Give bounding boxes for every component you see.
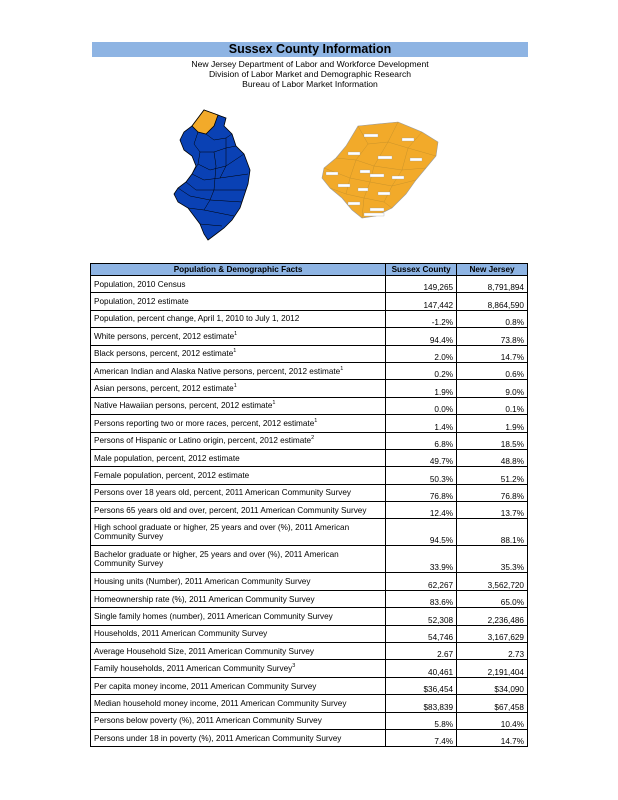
- fact-label: Asian persons, percent, 2012 estimate: [94, 384, 234, 394]
- new-jersey-value: 0.8%: [457, 310, 528, 327]
- new-jersey-value: 3,562,720: [457, 573, 528, 590]
- table-row: [91, 643, 528, 660]
- fact-label: American Indian and Alaska Native persons, percent, 2012 estimate: [94, 366, 341, 376]
- sussex-value: -1.2%: [386, 310, 457, 327]
- table-row: [91, 397, 528, 414]
- new-jersey-value: 76.8%: [457, 484, 528, 501]
- fact-label-cell: [91, 573, 386, 590]
- fact-label-cell: [91, 467, 386, 484]
- footnote-marker: 1: [233, 383, 237, 390]
- sussex-value: 5.8%: [386, 712, 457, 729]
- fact-label-cell: [91, 502, 386, 519]
- nj-state-shape: [174, 110, 250, 240]
- page-title: Sussex County Information: [92, 42, 528, 57]
- fact-label-cell: [91, 345, 386, 362]
- fact-label-cell: [91, 590, 386, 607]
- footnote-marker: 3: [292, 663, 296, 670]
- table-row: [91, 712, 528, 729]
- fact-label: Persons 65 years old and over, percent, 2011 American Community Survey: [94, 505, 367, 515]
- new-jersey-value: 48.8%: [457, 449, 528, 466]
- fact-label: Persons reporting two or more races, percent, 2012 estimate: [94, 418, 315, 428]
- fact-label: Population, percent change, April 1, 2010 to July 1, 2012: [94, 314, 300, 324]
- table-row: [91, 546, 528, 573]
- fact-label-cell: [91, 608, 386, 625]
- sussex-value: 0.2%: [386, 362, 457, 379]
- fact-label: Native Hawaiian persons, percent, 2012 estimate: [94, 401, 273, 411]
- fact-label-cell: [91, 695, 386, 712]
- new-jersey-value: 65.0%: [457, 590, 528, 607]
- footnote-marker: 1: [233, 348, 237, 355]
- fact-label: High school graduate or higher, 25 years and over (%), 2011 American Community Survey: [94, 523, 350, 542]
- new-jersey-value: 14.7%: [457, 729, 528, 746]
- table-row: [91, 328, 528, 345]
- sussex-value: 2.0%: [386, 345, 457, 362]
- table-row: [91, 345, 528, 362]
- fact-label: Bachelor graduate or higher, 25 years and over (%), 2011 American Community Survey: [94, 550, 339, 569]
- footnote-marker: 1: [272, 400, 276, 407]
- fact-label: Female population, percent, 2012 estimate: [94, 470, 250, 480]
- sussex-value: 94.5%: [386, 519, 457, 546]
- fact-label: Housing units (Number), 2011 American Community Survey: [94, 577, 311, 587]
- new-jersey-value: 2,236,486: [457, 608, 528, 625]
- fact-label-cell: [91, 712, 386, 729]
- footnote-marker: 1: [234, 330, 238, 337]
- fact-label-cell: [91, 328, 386, 345]
- table-row: [91, 519, 528, 546]
- table-row: [91, 608, 528, 625]
- column-header-sussex: Sussex County: [386, 264, 457, 276]
- fact-label: Single family homes (number), 2011 American Community Survey: [94, 611, 333, 621]
- fact-label: Households, 2011 American Community Survey: [94, 629, 268, 639]
- fact-label: Male population, percent, 2012 estimate: [94, 453, 240, 463]
- sussex-value: 54,746: [386, 625, 457, 642]
- fact-label-cell: [91, 519, 386, 546]
- new-jersey-value: 9.0%: [457, 380, 528, 397]
- table-row: [91, 467, 528, 484]
- sussex-value: 1.4%: [386, 415, 457, 432]
- new-jersey-value: 88.1%: [457, 519, 528, 546]
- fact-label: Population, 2012 estimate: [94, 297, 189, 307]
- sussex-value: 83.6%: [386, 590, 457, 607]
- sussex-value: 6.8%: [386, 432, 457, 449]
- sussex-county-outline: [322, 122, 438, 218]
- sussex-value: 49.7%: [386, 449, 457, 466]
- sussex-value: 62,267: [386, 573, 457, 590]
- fact-label-cell: [91, 625, 386, 642]
- fact-label: Persons over 18 years old, percent, 2011 American Community Survey: [94, 488, 351, 498]
- new-jersey-value: 10.4%: [457, 712, 528, 729]
- sussex-value: 40,461: [386, 660, 457, 677]
- subtitle-department: New Jersey Department of Labor and Workforce Development: [191, 59, 429, 69]
- sussex-value: 2.67: [386, 643, 457, 660]
- table-row: [91, 276, 528, 293]
- table-row: [91, 695, 528, 712]
- sussex-value: $36,454: [386, 677, 457, 694]
- table-row: [91, 502, 528, 519]
- fact-label-cell: [91, 729, 386, 746]
- column-header-new-jersey: New Jersey: [457, 264, 528, 276]
- fact-label: Family households, 2011 American Community Survey: [94, 664, 293, 674]
- sussex-value: 0.0%: [386, 397, 457, 414]
- footnote-marker: 2: [311, 435, 315, 442]
- table-row: [91, 415, 528, 432]
- fact-label-cell: [91, 546, 386, 573]
- fact-label-cell: [91, 643, 386, 660]
- table-body: [91, 276, 528, 747]
- sussex-value: 52,308: [386, 608, 457, 625]
- table-row: [91, 625, 528, 642]
- fact-label: Homeownership rate (%), 2011 American Community Survey: [94, 594, 315, 604]
- sussex-county-map: [318, 118, 440, 228]
- new-jersey-value: 13.7%: [457, 502, 528, 519]
- fact-label: Persons under 18 in poverty (%), 2011 American Community Survey: [94, 733, 342, 743]
- footnote-marker: 1: [314, 417, 318, 424]
- new-jersey-value: 73.8%: [457, 328, 528, 345]
- fact-label-cell: [91, 276, 386, 293]
- new-jersey-value: 2.73: [457, 643, 528, 660]
- table-row: [91, 677, 528, 694]
- table-header-row: [91, 264, 528, 276]
- fact-label: Persons below poverty (%), 2011 American Community Survey: [94, 716, 322, 726]
- sussex-value: 50.3%: [386, 467, 457, 484]
- new-jersey-map: [170, 104, 258, 242]
- new-jersey-value: 0.6%: [457, 362, 528, 379]
- table-row: [91, 484, 528, 501]
- table-row: [91, 362, 528, 379]
- fact-label-cell: [91, 362, 386, 379]
- fact-label: Median household money income, 2011 American Community Survey: [94, 698, 347, 708]
- fact-label: Persons of Hispanic or Latino origin, percent, 2012 estimate: [94, 436, 312, 446]
- table-row: [91, 660, 528, 677]
- table-row: [91, 432, 528, 449]
- fact-label-cell: [91, 397, 386, 414]
- table-row: [91, 293, 528, 310]
- fact-label: Average Household Size, 2011 American Community Survey: [94, 646, 314, 656]
- subtitle-bureau: Bureau of Labor Market Information: [242, 79, 378, 89]
- fact-label-cell: [91, 449, 386, 466]
- new-jersey-value: 35.3%: [457, 546, 528, 573]
- fact-label: Per capita money income, 2011 American Community Survey: [94, 681, 317, 691]
- subtitle-division: Division of Labor Market and Demographic Research: [208, 69, 412, 79]
- fact-label-cell: [91, 660, 386, 677]
- table-row: [91, 590, 528, 607]
- sussex-value: 149,265: [386, 276, 457, 293]
- new-jersey-value: 3,167,629: [457, 625, 528, 642]
- table-row: [91, 449, 528, 466]
- table-row: [91, 729, 528, 746]
- table-row: [91, 380, 528, 397]
- new-jersey-value: 18.5%: [457, 432, 528, 449]
- column-header-facts: Population & Demographic Facts: [91, 264, 386, 276]
- sussex-value: 76.8%: [386, 484, 457, 501]
- sussex-value: 147,442: [386, 293, 457, 310]
- sussex-value: 12.4%: [386, 502, 457, 519]
- table-row: [91, 573, 528, 590]
- sussex-value: 7.4%: [386, 729, 457, 746]
- fact-label-cell: [91, 432, 386, 449]
- new-jersey-value: $34,090: [457, 677, 528, 694]
- new-jersey-value: 8,864,590: [457, 293, 528, 310]
- sussex-value: 1.9%: [386, 380, 457, 397]
- demographic-facts-table: [90, 263, 528, 747]
- fact-label: Population, 2010 Census: [94, 279, 186, 289]
- new-jersey-value: 1.9%: [457, 415, 528, 432]
- new-jersey-value: 8,791,894: [457, 276, 528, 293]
- fact-label-cell: [91, 677, 386, 694]
- sussex-value: $83,839: [386, 695, 457, 712]
- fact-label-cell: [91, 484, 386, 501]
- fact-label-cell: [91, 380, 386, 397]
- sussex-value: 33.9%: [386, 546, 457, 573]
- new-jersey-value: 51.2%: [457, 467, 528, 484]
- fact-label-cell: [91, 415, 386, 432]
- table-row: [91, 310, 528, 327]
- new-jersey-value: $67,458: [457, 695, 528, 712]
- fact-label: White persons, percent, 2012 estimate: [94, 331, 235, 341]
- fact-label-cell: [91, 293, 386, 310]
- new-jersey-value: 2,191,404: [457, 660, 528, 677]
- fact-label-cell: [91, 310, 386, 327]
- fact-label: Black persons, percent, 2012 estimate: [94, 349, 234, 359]
- new-jersey-value: 14.7%: [457, 345, 528, 362]
- footnote-marker: 1: [340, 365, 344, 372]
- sussex-value: 94.4%: [386, 328, 457, 345]
- new-jersey-value: 0.1%: [457, 397, 528, 414]
